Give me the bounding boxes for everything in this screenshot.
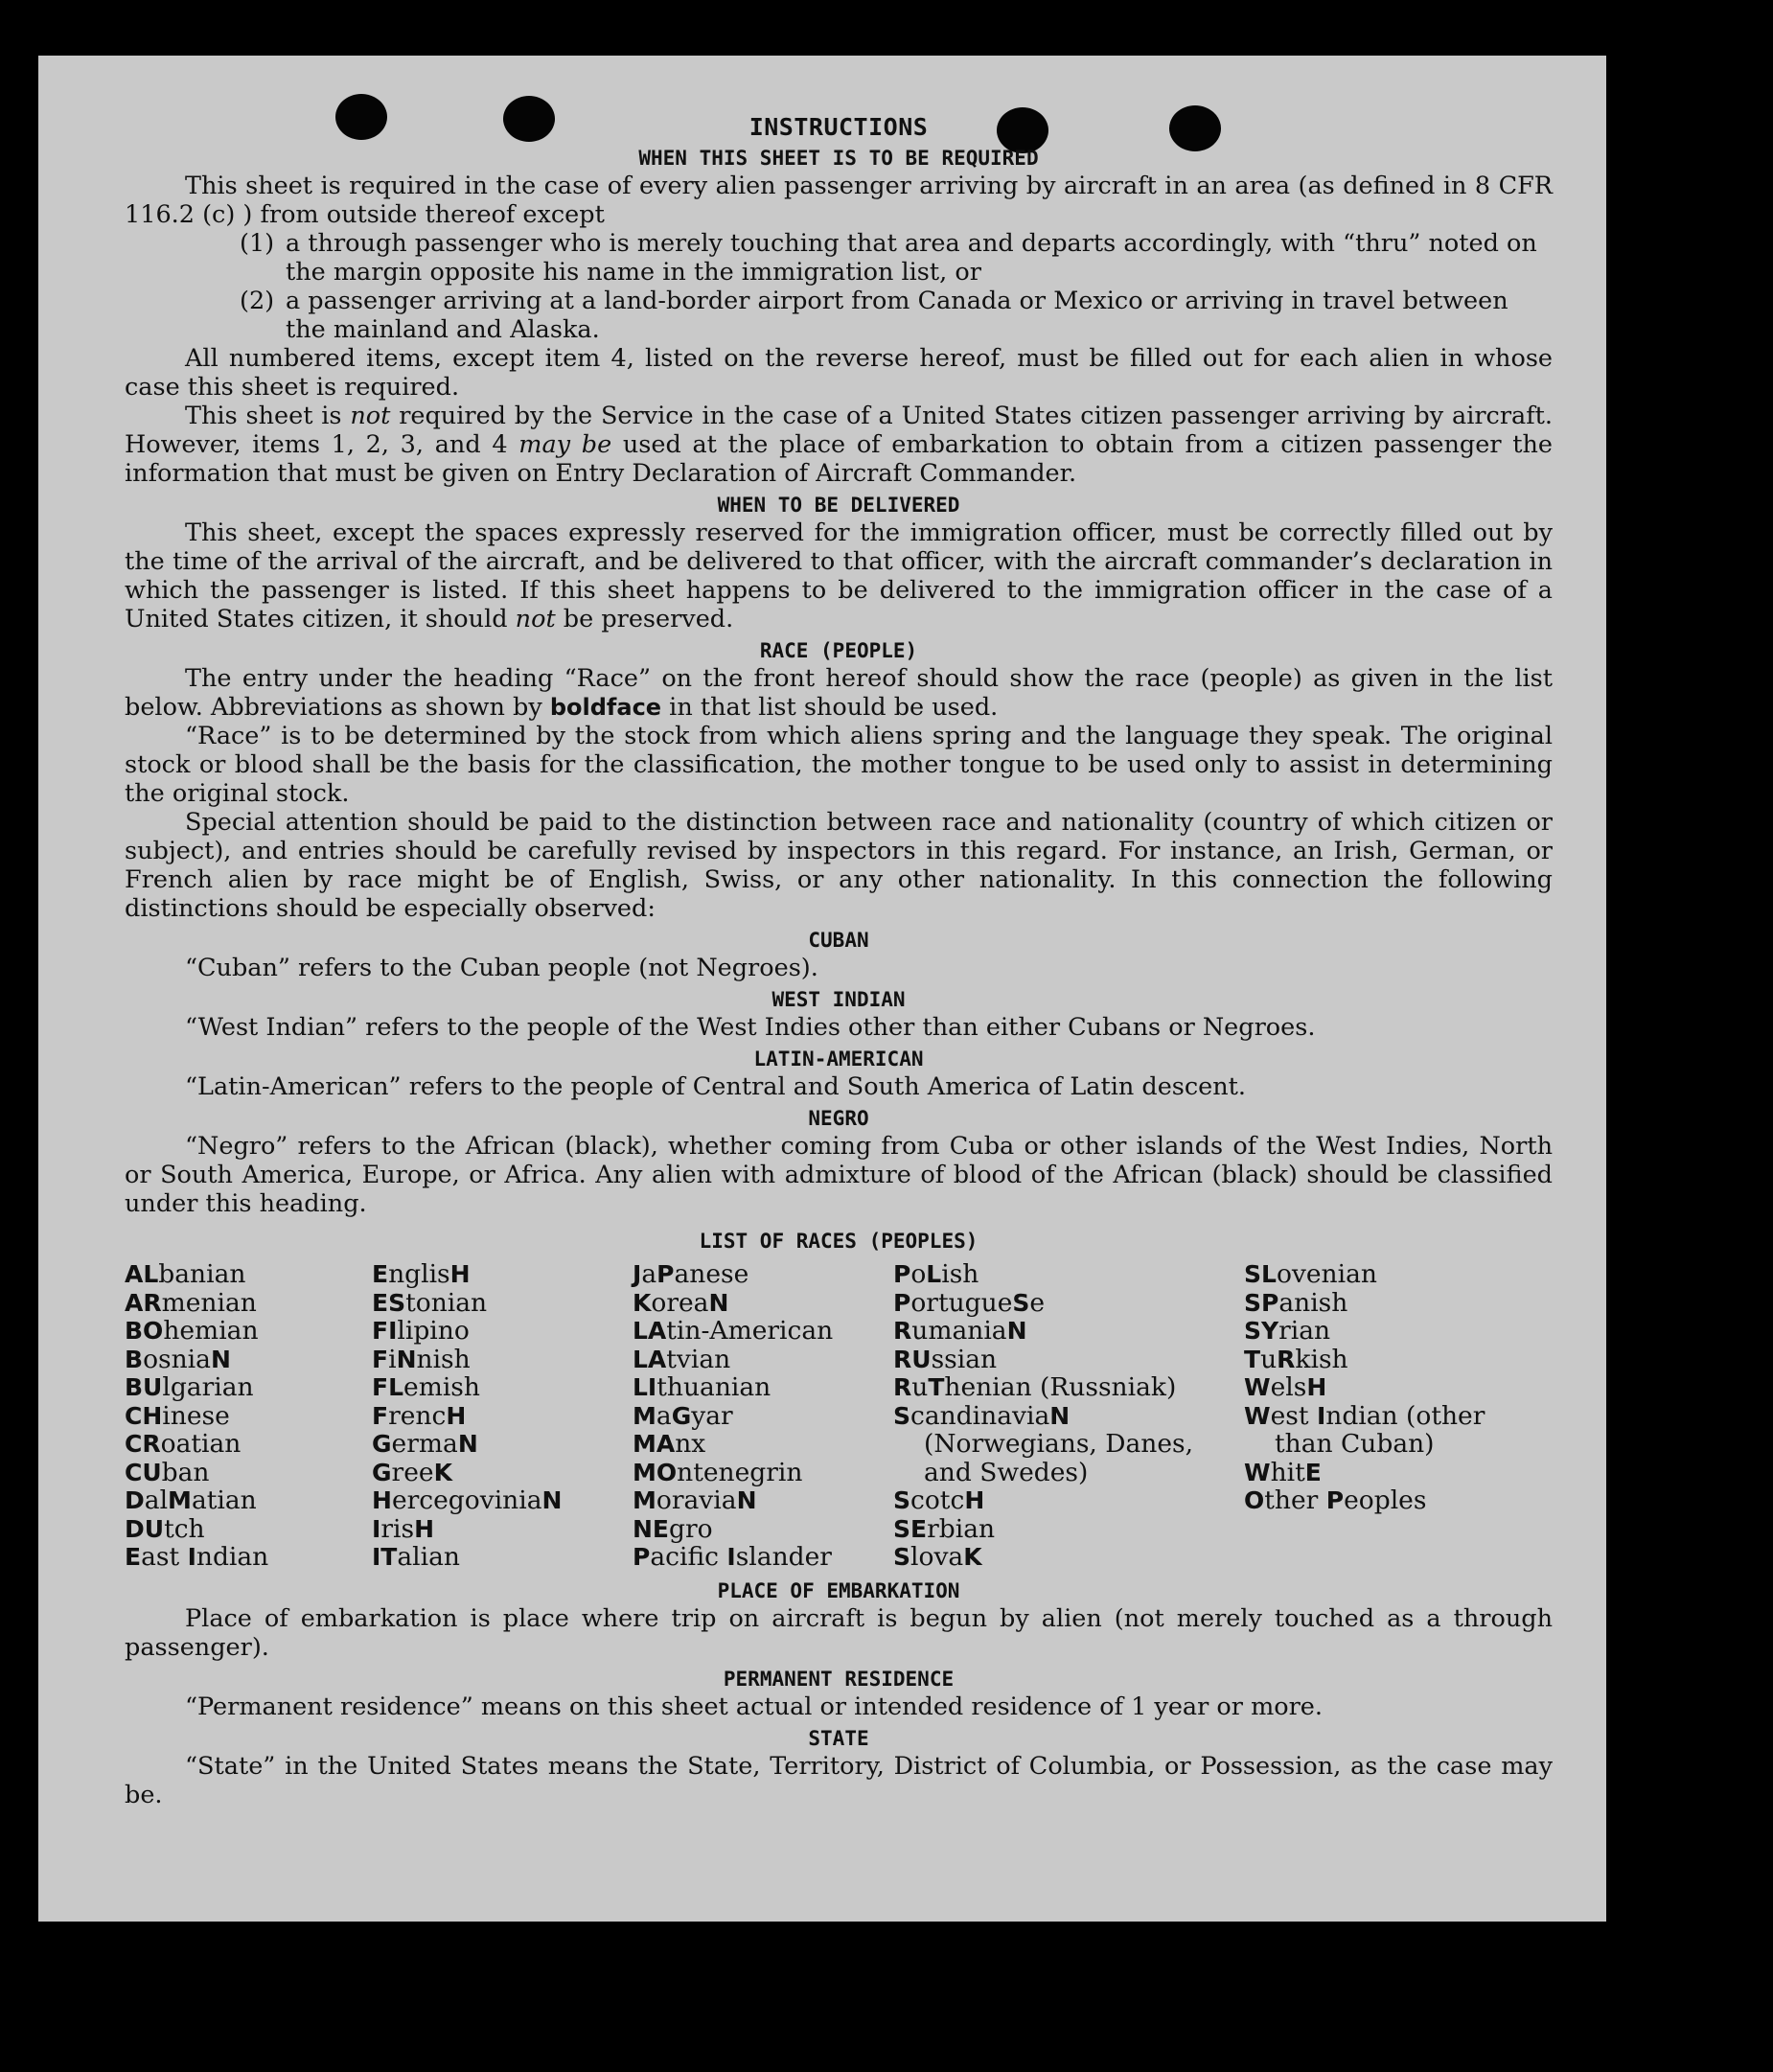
race-column <box>372 1260 633 1572</box>
race-item: East Indian <box>125 1542 269 1572</box>
document-sheet <box>38 56 1606 1922</box>
paragraph: “State” in the United States means the State, Territory, District of Columbia, or Possession, as the case may be. <box>125 1751 1553 1809</box>
paragraph: Special attention should be paid to the distinction between race and nationality (country of which citizen or subject), and entries should be carefully revised by inspectors in this regard. For instance, an Irish, German, or French alien by race might be of English, Swiss, or any other nationality. In this connection the following distinctions should be especially observed: <box>125 808 1553 923</box>
section-heading: LIST OF RACES (PEOPLES) <box>699 1230 979 1253</box>
race-item: SLovenian <box>1244 1259 1377 1289</box>
race-item: MoraviaN <box>633 1485 757 1515</box>
section-heading: WEST INDIAN <box>771 988 906 1011</box>
section-heading: WHEN TO BE DELIVERED <box>717 494 960 517</box>
paragraph: This sheet is not required by the Service in the case of a United States citizen passenger arriving by aircraft. However, items 1, 2, 3, and 4 may be used at the place of embarkation to obtain from a citizen passenger the information that must be given on Entry Declaration of Aircraft Commander. <box>125 402 1554 488</box>
race-item: DUtch <box>125 1513 205 1544</box>
race-column <box>1244 1260 1531 1572</box>
race-item: PortugueSe <box>893 1287 1046 1318</box>
race-item: SPanish <box>1244 1287 1348 1318</box>
list-item: (1) a through passenger who is merely touching that area and departs accordingly, with “thru” noted on the margin opposite his name in the immigration list, or <box>240 229 1537 287</box>
race-item: WhitE <box>1244 1457 1322 1487</box>
race-item: Other Peoples <box>1244 1485 1427 1515</box>
section-heading: PLACE OF EMBARKATION <box>717 1578 960 1602</box>
paragraph: The entry under the heading “Race” on the front hereof should show the race (people) as given in the list below. Abbreviations as shown by boldface in that list should be used. <box>125 664 1553 722</box>
race-column <box>633 1260 893 1572</box>
race-item: FLemish <box>372 1372 480 1402</box>
paragraph: This sheet, except the spaces expressly reserved for the immigration officer, must be correctly filled out by the time of the arrival of the aircraft, and be delivered to that officer, with the aircraft commander’s declaration in which the passenger is listed. If this sheet happens to be delivered to the immigration officer in the case of a United States citizen, it should not be preserved. <box>125 518 1553 633</box>
race-item: CHinese <box>125 1400 230 1431</box>
paragraph: This sheet is required in the case of every alien passenger arriving by aircraft in an area (as defined in 8 CFR 116.2 (c) ) from outside thereof except <box>125 172 1553 229</box>
race-item: ScandinaviaN (Norwegians, Danes, and Swedes) <box>893 1400 1194 1487</box>
race-list <box>125 1260 1553 1572</box>
race-item: NEgro <box>633 1513 713 1544</box>
page-title: INSTRUCTIONS <box>748 113 929 141</box>
race-item: West Indian (other than Cuban) <box>1244 1400 1485 1459</box>
race-item: MaGyar <box>633 1400 733 1431</box>
race-item: BUlgarian <box>125 1372 254 1402</box>
race-item: FIlipino <box>372 1316 470 1346</box>
race-item: MOntenegrin <box>633 1457 803 1487</box>
race-item: LAtin-American <box>633 1316 834 1346</box>
race-item: ALbanian <box>125 1259 246 1289</box>
race-column <box>125 1260 372 1572</box>
section-heading: NEGRO <box>808 1107 869 1130</box>
race-item: SYrian <box>1244 1316 1331 1346</box>
race-item: GermaN <box>372 1429 478 1459</box>
race-item: MAnx <box>633 1429 706 1459</box>
race-item: WelsH <box>1244 1372 1327 1402</box>
race-item: LAtvian <box>633 1344 731 1374</box>
race-item: BOhemian <box>125 1316 259 1346</box>
section-heading: RACE (PEOPLE) <box>759 639 918 662</box>
paragraph: “Latin-American” refers to the people of Central and South America of Latin descent. <box>185 1072 1247 1101</box>
race-item: KoreaN <box>633 1287 729 1318</box>
race-item: CRoatian <box>125 1429 242 1459</box>
paragraph: “West Indian” refers to the people of the West Indies other than either Cubans or Negroes. <box>185 1013 1316 1042</box>
race-item: Pacific Islander <box>633 1542 832 1572</box>
paragraph: All numbered items, except item 4, listed on the reverse hereof, must be filled out for each alien in whose case this sheet is required. <box>125 344 1553 402</box>
race-item: GreeK <box>372 1457 452 1487</box>
race-item: RUssian <box>893 1344 998 1374</box>
race-item: BosniaN <box>125 1344 231 1374</box>
race-item: FiNnish <box>372 1344 471 1374</box>
race-item: ARmenian <box>125 1287 257 1318</box>
instructions-content <box>125 113 1553 1809</box>
section-heading: WHEN THIS SHEET IS TO BE REQUIRED <box>638 147 1039 170</box>
paragraph: “Negro” refers to the African (black), whether coming from Cuba or other islands of the West Indies, North or South America, Europe, or Africa. Any alien with admixture of blood of the African (black) should be classified under this heading. <box>125 1132 1553 1218</box>
race-item: RumaniaN <box>893 1316 1027 1346</box>
paragraph: “Race” is to be determined by the stock from which aliens spring and the language they speak. The original stock or blood shall be the basis for the classification, the mother tongue to be used only to assist in determining the original stock. <box>125 722 1553 808</box>
race-item: ITalian <box>372 1542 460 1572</box>
race-item: SlovaK <box>893 1542 982 1572</box>
race-item: FrencH <box>372 1400 467 1431</box>
race-item: RuThenian (Russniak) <box>893 1372 1177 1402</box>
race-item: PoLish <box>893 1259 979 1289</box>
paragraph: Place of embarkation is place where trip on aircraft is begun by alien (not merely touched as a through passenger). <box>125 1603 1553 1662</box>
race-item: EnglisH <box>372 1259 471 1289</box>
race-item: EStonian <box>372 1287 488 1318</box>
race-column <box>893 1260 1244 1572</box>
race-item: ScotcH <box>893 1485 985 1515</box>
paragraph: “Cuban” refers to the Cuban people (not Negroes). <box>185 954 818 982</box>
section-heading: CUBAN <box>808 929 869 952</box>
section-heading: STATE <box>808 1726 869 1750</box>
section-heading: LATIN-AMERICAN <box>753 1048 924 1071</box>
paragraph: “Permanent residence” means on this sheet actual or intended residence of 1 year or more. <box>185 1692 1323 1721</box>
race-item: JaPanese <box>633 1259 749 1289</box>
list-item: (2) a passenger arriving at a land-border airport from Canada or Mexico or arriving in travel between the mainland and Alaska. <box>240 287 1508 344</box>
race-item: SErbian <box>893 1513 996 1544</box>
race-item: LIthuanian <box>633 1372 771 1402</box>
section-heading: PERMANENT RESIDENCE <box>723 1667 955 1691</box>
race-item: IrisH <box>372 1513 434 1544</box>
race-item: DalMatian <box>125 1485 257 1515</box>
race-item: HercegoviniaN <box>372 1485 563 1515</box>
race-item: TuRkish <box>1244 1344 1348 1374</box>
race-item: CUban <box>125 1457 210 1487</box>
